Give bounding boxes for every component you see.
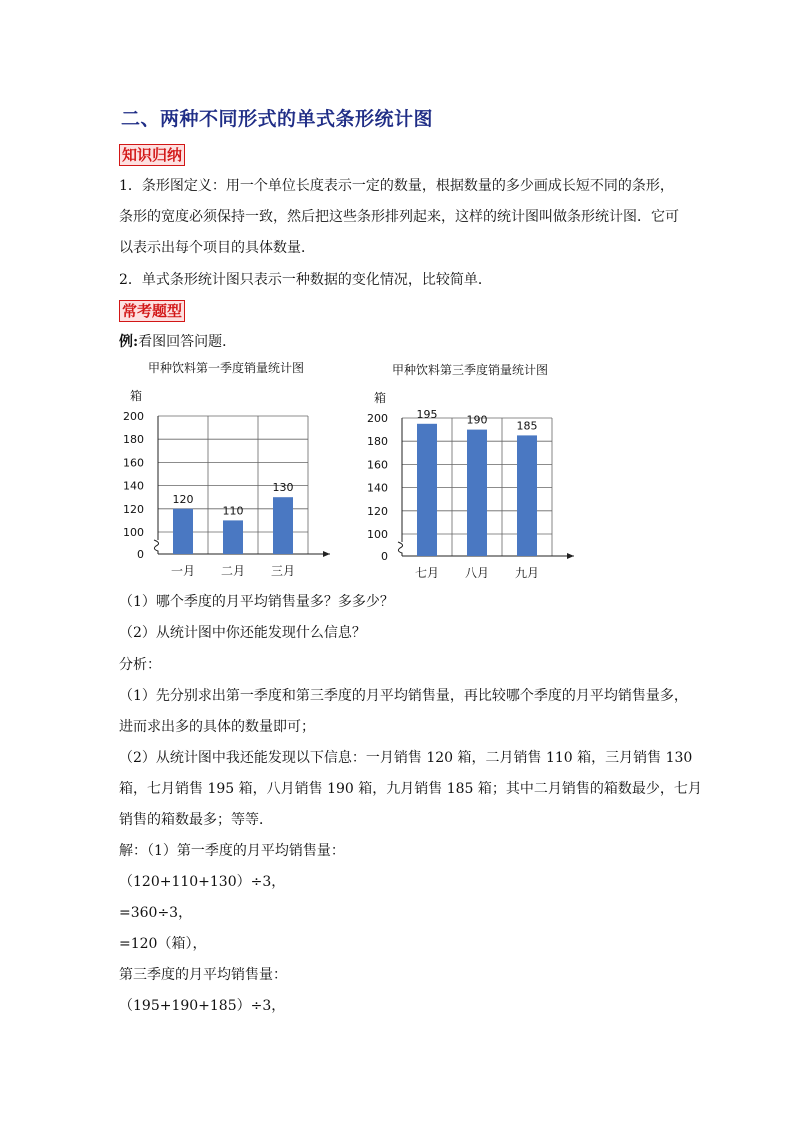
section-title: 二、两种不同形式的单式条形统计图 (121, 108, 434, 130)
y-tick-label: 140 (367, 481, 388, 495)
solution-line-1: 解：（1）第一季度的月平均销售量： (119, 843, 345, 859)
bar-value-label: 195 (416, 407, 438, 421)
example-label: 例: (119, 334, 139, 350)
bar-chart-q3 (362, 360, 592, 585)
bar-一月 (173, 509, 193, 554)
x-tick-label: 一月 (170, 564, 196, 578)
x-tick-label: 三月 (270, 564, 296, 578)
y-tick-label: 120 (367, 504, 388, 518)
x-tick-label: 九月 (514, 566, 540, 580)
question-2: （2）从统计图中你还能发现什么信息？ (119, 625, 366, 641)
x-tick-label: 二月 (220, 564, 246, 578)
bar-value-label: 190 (466, 413, 488, 427)
x-tick-label: 八月 (464, 566, 490, 580)
y-axis-unit-label: 箱 (374, 391, 387, 405)
solution-line-5: 第三季度的月平均销售量： (119, 967, 287, 983)
y-tick-label: 100 (367, 528, 388, 541)
example-text: 看图回答问题． (138, 334, 237, 350)
tag-common-questions: 常考题型 (119, 300, 185, 322)
y-tick-label: 160 (123, 456, 144, 470)
bar-value-label: 110 (222, 504, 244, 518)
analysis-line-2: 进而求出多的具体的数量即可； (119, 719, 315, 735)
y-tick-label: 120 (123, 502, 144, 516)
knowledge-line-4: 2．单式条形统计图只表示一种数据的变化情况，比较简单． (119, 272, 492, 288)
bar-value-label: 130 (272, 481, 294, 495)
y-axis-unit-label: 箱 (130, 389, 143, 403)
y-tick-label: 200 (123, 410, 144, 423)
x-axis-arrow (567, 553, 574, 559)
y-tick-label: 100 (123, 526, 144, 539)
axis-break-mark (154, 540, 159, 554)
bar-chart-q1 (118, 358, 348, 583)
analysis-line-3: （2）从统计图中我还能发现以下信息：一月销售 120 箱，二月销售 110 箱，三月销售 130 (119, 750, 693, 766)
y-tick-label: 160 (367, 458, 388, 472)
solution-line-3: =360÷3， (119, 905, 193, 921)
analysis-label: 分析： (119, 657, 161, 673)
knowledge-line-2: 条形的宽度必须保持一致，然后把这些条形排列起来，这样的统计图叫做条形统计图．它可 (119, 209, 679, 225)
bar-八月 (467, 430, 487, 556)
analysis-line-5: 销售的箱数最多；等等． (119, 812, 273, 828)
question-1: （1）哪个季度的月平均销售量多？多多少？ (119, 594, 394, 610)
axis-break-mark (398, 542, 403, 556)
y-tick-label: 180 (367, 435, 388, 449)
solution-line-6: （195+190+185）÷3， (119, 998, 286, 1014)
x-axis-arrow (323, 551, 330, 557)
chart-title: 甲种饮料第一季度销量统计图 (148, 361, 305, 375)
y-tick-label: 180 (123, 433, 144, 447)
bar-九月 (517, 435, 537, 556)
x-tick-label: 七月 (414, 566, 440, 580)
solution-line-4: =120（箱）， (119, 936, 207, 952)
bar-三月 (273, 497, 293, 554)
analysis-line-1: （1）先分别求出第一季度和第三季度的月平均销售量，再比较哪个季度的月平均销售量多， (119, 688, 688, 704)
y-tick-label: 0 (381, 550, 388, 563)
bar-value-label: 120 (172, 492, 194, 506)
analysis-line-4: 箱，七月销售 195 箱，八月销售 190 箱，九月销售 185 箱；其中二月销售的箱数最少，七月 (119, 781, 702, 797)
knowledge-line-3: 以表示出每个项目的具体数量． (119, 240, 315, 256)
y-tick-label: 140 (123, 479, 144, 493)
solution-line-2: （120+110+130）÷3， (119, 874, 286, 890)
y-tick-label: 0 (137, 548, 144, 561)
tag-knowledge-summary: 知识归纳 (119, 144, 185, 166)
y-tick-label: 200 (367, 412, 388, 425)
chart-title: 甲种饮料第三季度销量统计图 (392, 363, 549, 377)
bar-value-label: 185 (516, 419, 538, 433)
knowledge-line-1: 1．条形图定义：用一个单位长度表示一定的数量，根据数量的多少画成长短不同的条形， (119, 178, 674, 194)
bar-二月 (223, 520, 243, 554)
example-line (119, 332, 236, 352)
bar-七月 (417, 424, 437, 556)
